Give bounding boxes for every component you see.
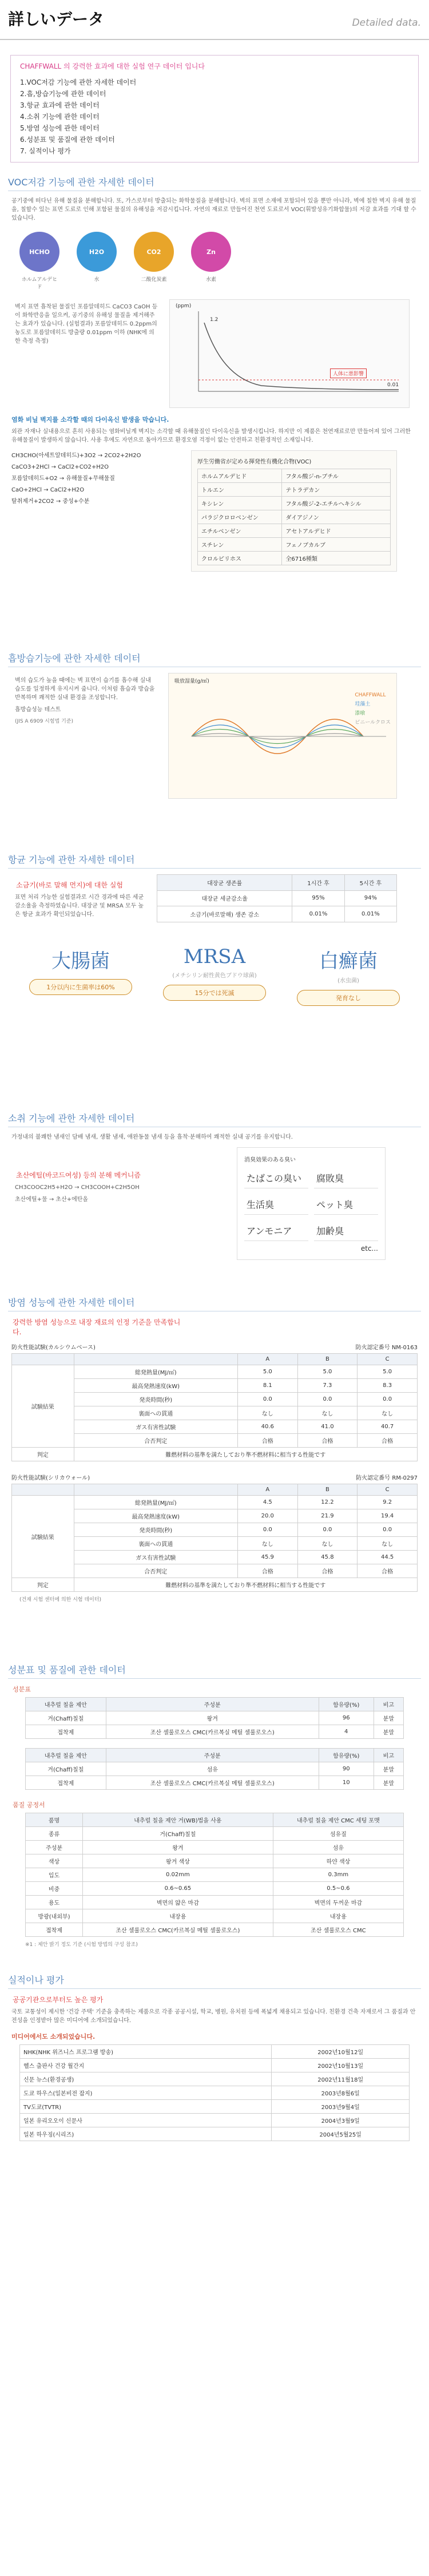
voc-item: スチレン [198, 538, 282, 552]
fire-caption-row-1 [11, 1342, 418, 1351]
table-cell: 내장용 [273, 1909, 403, 1923]
table-header: 1시간 후 [292, 875, 344, 891]
bacteria-result: 発育なし [297, 990, 400, 1006]
chart-title: 吸放湿量(g/㎡) [174, 679, 209, 684]
table-cell: 0.0 [237, 1393, 297, 1406]
decay-curve-svg [170, 300, 410, 409]
table-cell: なし [237, 1537, 297, 1551]
table-cell: 裏面への貫通 [74, 1406, 237, 1420]
table-cell: 発炎時間(秒) [74, 1393, 237, 1406]
antibac-row [11, 874, 418, 922]
table-cell: 19.4 [357, 1509, 418, 1523]
table-cell: 4 [319, 1725, 374, 1739]
table-cell: 분말 [374, 1762, 403, 1776]
voc-intro: 공기중에 떠다닌 유해 물질을 분해합니다. 또, 가스로부터 방출되는 화학물질을 분해합니다. 벽의 표면 소재에 포함되어 있을 뿐만 아니라, 벽에 칠한 벽지 유해 물질을, 칠할수 있는 표면 도료로 인해 포함된 물질의 유해성을 저감시킵니다. 자연의 재료로 만들어진 천연 도료로서 VOC(휘발성유기화합물)의 저감 효과를 기대 할 수 있습니다. [11, 198, 416, 221]
table-cell: 분말 [374, 1711, 403, 1725]
judge-text: 難燃材料の基準を満たしており準不燃材料に相当する性能です [74, 1448, 417, 1461]
humidity-section [8, 651, 421, 840]
fire-red-title: 강력한 방염 성능으로 내장 재료의 인정 기준을 만족합니다. [13, 1318, 181, 1336]
chart-legend [355, 691, 391, 727]
quality-tag: 품질 공정서 [13, 1801, 45, 1809]
table-cell: 겨(Chaff)칠칠 [26, 1762, 106, 1776]
evaluation-text: 국토 교통성이 제시한 '건강 주택' 기준을 충족하는 제품으로 각종 공공시설, 학교, 병원, 유치원 등에 폭넓게 채용되고 있습니다. 친환경 건축 자재로서 그 품질과 안전성을 인정받아 많은 미디어에 소개되었습니다. [11, 2009, 416, 2024]
odor-item: アンモニア [244, 1220, 308, 1241]
humidity-text-col [11, 673, 160, 799]
toc-item[interactable]: 6.성분표 및 품질에 관한 데이터 [20, 136, 115, 144]
deodor-formula2: 초산에틸+물 → 초산+에탄올 [15, 1196, 89, 1203]
voc-item: テトラデカン [282, 483, 391, 497]
formula-list [11, 450, 183, 572]
table-cell: 거(Chaff)칠칠 [82, 1827, 273, 1841]
table-cell: 40.7 [357, 1420, 418, 1434]
voc-item: ホルムアルデヒド [198, 469, 282, 483]
voc-after-text: 외관 자재나 실내용으로 흔히 사용되는 염화비닐계 벽지는 소각할 때 유해물질인 다이옥신을 발생시킵니다. 하지만 이 제품은 천연재료로만 만들어져 있어 그러한 유해물질이 발생하지 않습니다. 사용 후에도 자연으로 돌아가므로 환경오염 걱정이 없는 안전하고 친환경적인 소재입니다. [11, 429, 411, 443]
table-cell: 最高発熱速度(kW) [74, 1379, 237, 1393]
table-cell: 비중 [26, 1882, 83, 1896]
media-date: 2003년9월4일 [272, 2100, 410, 2114]
table-cell: 조산 셀룰로오스 CMC(카르복실 메틸 셀룰로오스) [82, 1923, 273, 1937]
formula-line: 탈취제거+2CO2 → 중성+수분 [11, 498, 90, 505]
voc-list-title: 厚生労働省が定める揮発性有機化合物(VOC) [197, 459, 312, 465]
table-cell: 90 [319, 1762, 374, 1776]
table-cell: 40.6 [237, 1420, 297, 1434]
table-header: 내추럴 칠을 제안 거(WB)법을 사용 [82, 1813, 273, 1827]
voc-section [8, 175, 421, 639]
table-cell: なし [357, 1406, 418, 1420]
quality-table [25, 1813, 404, 1937]
voc-item: ダイアジノン [282, 510, 391, 524]
table-cell: 21.9 [297, 1509, 357, 1523]
odor-title: 消臭効果のある臭い [244, 1157, 296, 1163]
table-cell: 10 [319, 1776, 374, 1790]
table-cell: 분말 [374, 1776, 403, 1790]
table-cell: 입도 [26, 1868, 83, 1882]
voc-graph-note: 벽지 표면 흡착된 물질인 포름알데히드 CaCO3 CaOH 등이 화학반응을 일으켜, 공기중의 유해성 물질을 제거해주는 효과가 있습니다. (실험결과) 포름알데히드 0.2ppm의 농도로 포름알데히드 방출량 0.01ppm 이하 (NHK에 의한 측정 측정) [15, 304, 158, 344]
bacteria-row [14, 945, 415, 1006]
molecule-circle: CO2 [134, 232, 174, 272]
row-group: 試験結果 [12, 1365, 74, 1448]
humidity-test-note: (JIS A 6909 시험법 기준) [15, 719, 74, 724]
voc-item: クロルピリホス [198, 552, 282, 565]
chart-end-label: 0.01 [387, 382, 399, 388]
molecule-caption: 水 [94, 277, 100, 283]
table-cell: 合格 [297, 1564, 357, 1578]
molecule-circle: H2O [77, 232, 117, 272]
molecule-caption: 水素 [205, 277, 216, 283]
bacteria-card [29, 945, 132, 1006]
table-cell: 종류 [26, 1827, 83, 1841]
toc-item[interactable]: 2.흡,방습기능에 관한 데이터 [20, 90, 106, 98]
deodor-left [11, 1147, 229, 1260]
formula-line: CaCO3+2HCl → CaCl2+CO2+H2O [11, 464, 109, 470]
voc-item: フェノブカルブ [282, 538, 391, 552]
table-cell: 44.5 [357, 1551, 418, 1564]
table-cell: 20.0 [237, 1509, 297, 1523]
section-heading: 흡방습기능에 관한 자세한 데이터 [8, 651, 421, 667]
section-heading: 소취 기능에 관한 자세한 데이터 [8, 1111, 421, 1127]
media-name: TV도쿄(TVTR) [20, 2100, 272, 2114]
voc-list-table [197, 469, 391, 565]
fire-footnote: (건재 시험 센터에 의한 시험 데이터) [19, 1597, 102, 1603]
media-name: 신문 뉴스(환경공생) [20, 2072, 272, 2086]
table-header: 품명 [26, 1813, 83, 1827]
molecule-diagram [19, 232, 410, 290]
page-subtitle: Detailed data. [352, 17, 421, 29]
table-cell: 0.01% [292, 906, 344, 922]
formula-line: 포름알데히드+O2 → 유해물질+무해물질 [11, 475, 115, 482]
media-date: 2003년8월6일 [272, 2086, 410, 2100]
section-heading: 항균 기능에 관한 자세한 데이터 [8, 853, 421, 869]
voc-item: エチルベンゼン [198, 524, 282, 538]
table-cell: 96 [319, 1711, 374, 1725]
bacteria-result: 1分以内に生菌率は60% [29, 979, 132, 995]
table-row [157, 906, 397, 922]
table-cell: 9.2 [357, 1496, 418, 1509]
table-caption: 防火性能試験(シリカウォール) [11, 1475, 90, 1481]
table-cell: 0.0 [357, 1393, 418, 1406]
media-date: 2004년3월9일 [272, 2114, 410, 2127]
evaluation-red-title: 공공기관으로부터도 높은 평가 [13, 1996, 104, 2004]
page-header [0, 0, 429, 40]
judge-text: 難燃材料の基準を満たしており準不燃材料に相当する性能です [74, 1578, 417, 1592]
fire-section [8, 1295, 421, 1650]
bacteria-sub: (水虫菌) [337, 978, 359, 984]
media-date: 2002년10월12일 [272, 2045, 410, 2059]
table-cell: 発炎時間(秒) [74, 1523, 237, 1537]
formaldehyde-graph [169, 299, 410, 408]
toc-heading: CHAFFWALL 의 강력한 효과에 대한 실험 연구 데이터 입니다 [20, 62, 205, 70]
deodor-formula: CH3COOC2H5+H2O → CH3COOH+C2H5OH [15, 1184, 140, 1191]
table-header: 내추럴 칠을 제안 [26, 1698, 106, 1711]
table-cell: 8.3 [357, 1379, 418, 1393]
antibac-text: 표면 처리 가능한 실험결과로 시간 경과에 따른 세균 감소율을 측정하였습니다. 대장균 및 MRSA 모두 높은 항균 효과가 확인되었습니다. [15, 894, 144, 918]
voc-item: パラジクロロベンゼン [198, 510, 282, 524]
table-cell: 45.8 [297, 1551, 357, 1564]
table-cell: 왕겨 [82, 1841, 273, 1854]
table-cell: 4.5 [237, 1496, 297, 1509]
chart-unit-label: (ppm) [176, 303, 192, 309]
antibacterial-section [8, 853, 421, 1099]
odor-item: たばこの臭い [244, 1168, 308, 1188]
table-cell: なし [237, 1406, 297, 1420]
molecule-circle: HCHO [19, 232, 59, 272]
voc-item: トルエン [198, 483, 282, 497]
humidity-row [11, 673, 418, 799]
antibac-text-col [11, 874, 149, 922]
table-header: A [237, 1484, 297, 1496]
judge-label: 判定 [12, 1578, 74, 1592]
deodor-row [11, 1147, 418, 1260]
voc-graph-row [11, 299, 418, 408]
toc-list [20, 77, 409, 157]
table-cell: 45.9 [237, 1551, 297, 1564]
table-cell: 0.02mm [82, 1868, 273, 1882]
table-cell: 合格 [357, 1564, 418, 1578]
table-cell: 0.3mm [273, 1868, 403, 1882]
table-cell: 벽면의 두꺼운 마감 [273, 1896, 403, 1909]
composition-table-1 [25, 1697, 404, 1739]
table-cell: なし [357, 1537, 418, 1551]
table-cell: 벽면의 얇은 마감 [82, 1896, 273, 1909]
odor-item: 加齢臭 [314, 1220, 378, 1241]
evaluation-section [8, 1973, 421, 2293]
table-header: 내추럴 칠을 제안 [26, 1749, 106, 1762]
page-title: 詳しいデータ [8, 10, 105, 29]
section-heading: 성분표 및 품질에 관한 데이터 [8, 1663, 421, 1679]
section-heading: 방염 성능에 관한 자세한 데이터 [8, 1295, 421, 1311]
media-date: 2002년10월13일 [272, 2059, 410, 2072]
toc-item[interactable]: 1.VOC저감 기능에 관한 자세한 데이터 [20, 78, 137, 86]
table-header: 내추럴 칠을 제안 CMC 세팅 포맷 [273, 1813, 403, 1827]
deodor-text: 가정내의 불쾌한 냄새인 담배 냄새, 생활 냄새, 애완동물 냄새 등을 흡착·분해하여 쾌적한 실내 공기를 유지합니다. [11, 1134, 293, 1140]
table-header: 비고 [374, 1698, 403, 1711]
table-cell: 合否判定 [74, 1434, 237, 1448]
table-cell: 접착제 [26, 1776, 106, 1790]
table-row [157, 890, 397, 906]
row-group: 試験結果 [12, 1496, 74, 1578]
table-cell: 95% [292, 890, 344, 906]
table-cell: 접착제 [26, 1923, 83, 1937]
table-cell: 방광(내외부) [26, 1909, 83, 1923]
table-cell: 주성분 [26, 1841, 83, 1854]
table-cell: 0.5~0.6 [273, 1882, 403, 1896]
table-cell: 대장균 세균감소율 [157, 890, 292, 906]
odor-item: 腐敗臭 [314, 1168, 378, 1188]
table-cell: 분말 [374, 1725, 403, 1739]
table-cell: 合格 [237, 1564, 297, 1578]
antibac-red-title: 소금기(바로 말해 먼지)에 대한 실험 [16, 881, 123, 889]
table-cell: 0.01% [344, 906, 396, 922]
table-cell: 섬유 [106, 1762, 319, 1776]
table-cell: 合格 [357, 1434, 418, 1448]
voc-list-box [191, 450, 397, 572]
voc-item: キシレン [198, 497, 282, 510]
formula-row [11, 450, 418, 572]
media-name: 일본 유리오오이 신문사 [20, 2114, 272, 2127]
quality-note: ※1 : 제안 밝기 정도 기준 (시험 방법의 구성 참조) [25, 1942, 138, 1948]
table-cell: 合格 [237, 1434, 297, 1448]
odor-grid [244, 1168, 378, 1241]
table-cell: 41.0 [297, 1420, 357, 1434]
table-cell: 조산 셀룰로오스 CMC [273, 1923, 403, 1937]
table-cell: 0.6~0.65 [82, 1882, 273, 1896]
bacteria-result: 15分では死滅 [163, 985, 266, 1001]
legend-item: 漆喰 [355, 711, 366, 716]
chart-peak-label: 1.2 [210, 317, 219, 323]
table-header: 주성분 [106, 1749, 319, 1762]
table-cell: 総発熱量(MJ/㎡) [74, 1365, 237, 1379]
table-cell: 総発熱量(MJ/㎡) [74, 1496, 237, 1509]
humidity-chart [168, 673, 397, 799]
table-cell: 94% [344, 890, 396, 906]
fire-table-1 [11, 1353, 418, 1461]
voc-item: 全6716種類 [282, 552, 391, 565]
bacteria-card [163, 945, 266, 1006]
voc-item: フタル酸ジ-2-エチルヘキシル [282, 497, 391, 510]
table-cell: 하얀 색상 [273, 1854, 403, 1868]
section-heading: VOC저감 기능에 관한 자세한 데이터 [8, 175, 421, 191]
table-cell: 0.0 [237, 1523, 297, 1537]
table-id: 防火認定番号 RM-0297 [356, 1475, 418, 1481]
bacteria-name: MRSA [183, 945, 246, 968]
odor-box [237, 1147, 386, 1260]
table-of-contents [10, 55, 419, 163]
table-cell: 섬유 [273, 1841, 403, 1854]
table-cell: ガス有害性試験 [74, 1551, 237, 1564]
table-header: A [237, 1354, 297, 1365]
table-cell: 0.0 [297, 1523, 357, 1537]
formula-line: CaO+2HCl → CaCl2+H2O [11, 487, 85, 493]
media-date: 2002년11월18일 [272, 2072, 410, 2086]
table-cell: 용도 [26, 1896, 83, 1909]
table-cell: 색상 [26, 1854, 83, 1868]
humidity-text: 벽의 습도가 높을 때에는 벽 표면이 습기를 흡수해 실내 습도를 일정하게 유지시켜 줍니다. 이처럼 흡습과 방습을 반복하며 쾌적한 실내 환경을 조성합니다. [15, 677, 155, 701]
bacteria-name: 大腸菌 [51, 950, 110, 973]
table-id: 防火認定番号 NM-0163 [355, 1345, 418, 1351]
table-cell: 왕겨 [106, 1711, 319, 1725]
table-cell: 소금기(바로말해) 생존 감소 [157, 906, 292, 922]
table-cell: 접착제 [26, 1725, 106, 1739]
toc-item[interactable]: 7. 실적이나 평가 [20, 147, 71, 155]
table-header: 대장균 생존률 [157, 875, 292, 891]
molecule-circle: Zn [191, 232, 231, 272]
table-cell: 5.0 [357, 1365, 418, 1379]
deodor-red-title: 초산에틸(바코드여성) 등의 분해 메커니즘 [16, 1171, 141, 1179]
toc-item[interactable]: 5.방염 성능에 관한 데이터 [20, 124, 100, 132]
table-cell: 왕겨 색상 [82, 1854, 273, 1868]
humidity-test-label: 흡방습성능 테스트 [15, 707, 61, 713]
composition-section [8, 1663, 421, 1960]
fire-caption-row-2 [11, 1473, 418, 1481]
table-cell: 겨(Chaff)칠칠 [26, 1711, 106, 1725]
table-cell: 合格 [297, 1434, 357, 1448]
media-name: NHK(NHK 위즈니스 프로그램 방송) [20, 2045, 272, 2059]
odor-etc: etc... [360, 1245, 378, 1253]
chart-annotation: 人体に悪影響 [330, 368, 367, 378]
table-header: 5시간 후 [344, 875, 396, 891]
antibac-table [157, 874, 397, 922]
table-cell: 裏面への貫通 [74, 1537, 237, 1551]
table-header: B [297, 1354, 357, 1365]
table-cell: 5.0 [237, 1365, 297, 1379]
table-cell: 7.3 [297, 1379, 357, 1393]
table-cell: 最高発熱速度(kW) [74, 1509, 237, 1523]
deodor-section [8, 1111, 421, 1283]
table-header: C [357, 1484, 418, 1496]
voc-item: アセトアルデヒド [282, 524, 391, 538]
table-cell: 0.0 [297, 1393, 357, 1406]
table-cell: 合否判定 [74, 1564, 237, 1578]
molecule-caption: ホルムアルデヒド [21, 277, 58, 290]
media-name: 일본 하우징(시리즈) [20, 2127, 272, 2141]
composition-table-2 [25, 1748, 404, 1790]
table-cell: 섬유질 [273, 1827, 403, 1841]
toc-item[interactable]: 4.소취 기능에 관한 데이터 [20, 113, 100, 121]
table-header: 함유량(%) [319, 1749, 374, 1762]
table-cell: 0.0 [357, 1523, 418, 1537]
table-cell: なし [297, 1537, 357, 1551]
table-cell: 조산 셀룰로오스 CMC(카르복실 메틸 셀룰로오스) [106, 1725, 319, 1739]
judge-label: 判定 [12, 1448, 74, 1461]
molecule-caption: 二酸化炭素 [141, 277, 167, 283]
odor-item: 生活臭 [244, 1194, 308, 1215]
legend-item: 珪藻土 [355, 702, 371, 707]
formula-line: CH3CHO(아세트알데히드)+3O2 → 2CO2+2H2O [11, 453, 141, 459]
table-header: 함유량(%) [319, 1698, 374, 1711]
media-name: 도쿄 하우스(일본비전 잡지) [20, 2086, 272, 2100]
table-cell: 12.2 [297, 1496, 357, 1509]
table-cell: ガス有害性試験 [74, 1420, 237, 1434]
table-cell: 5.0 [297, 1365, 357, 1379]
media-date: 2004년5월25일 [272, 2127, 410, 2141]
media-table [19, 2044, 410, 2141]
bacteria-card [297, 945, 400, 1006]
table-header: 비고 [374, 1749, 403, 1762]
legend-item: ビニールクロス [355, 720, 391, 726]
section-heading: 실적이나 평가 [8, 1973, 421, 1989]
table-cell: 내장용 [82, 1909, 273, 1923]
toc-item[interactable]: 3.항균 효과에 관한 데이터 [20, 101, 100, 109]
bacteria-sub: (メチシリン耐性黄色ブドウ球菌) [172, 973, 257, 979]
voc-subheading: 염화 비닐 벽지를 소각할 때의 다이옥신 발생을 막습니다. [11, 416, 169, 423]
table-header: B [297, 1484, 357, 1496]
legend-item: CHAFFWALL [355, 692, 386, 698]
media-title: 미디어에서도 소개되었습니다. [11, 2033, 96, 2040]
table-cell: なし [297, 1406, 357, 1420]
fire-table-2 [11, 1484, 418, 1592]
composition-tag: 성분표 [13, 1686, 31, 1693]
table-header: C [357, 1354, 418, 1365]
table-caption: 防火性能試験(カルシウムベース) [11, 1345, 96, 1351]
media-name: 헬스 출판사 건강 월간지 [20, 2059, 272, 2072]
voc-item: フタル酸ジ-n-ブチル [282, 469, 391, 483]
table-cell: 조산 셀룰로오스 CMC(카르복실 메틸 셀룰로오스) [106, 1776, 319, 1790]
table-cell: 8.1 [237, 1379, 297, 1393]
odor-item: ペット臭 [314, 1194, 378, 1215]
table-header: 주성분 [106, 1698, 319, 1711]
bacteria-name: 白癬菌 [319, 950, 378, 973]
